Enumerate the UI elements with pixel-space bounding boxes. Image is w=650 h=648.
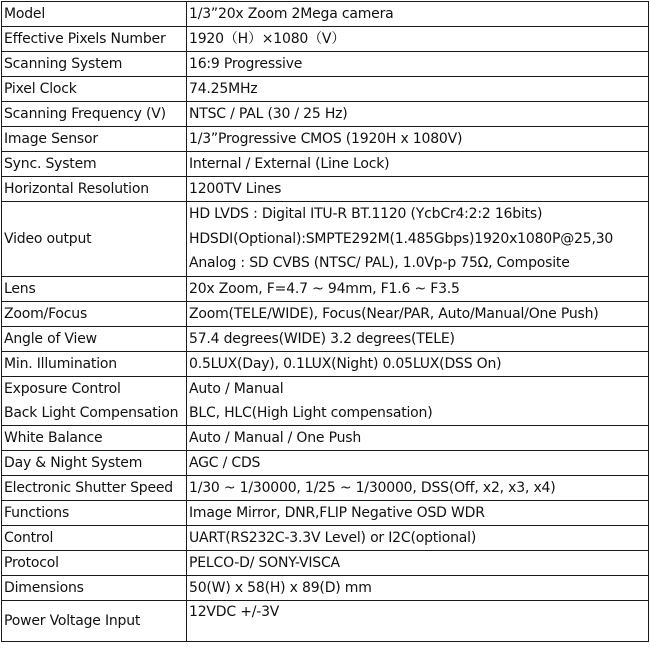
value-line: Auto / Manual (189, 380, 284, 397)
row-value: Auto / Manual / One Push (187, 425, 649, 450)
value-line: HD LVDS : Digital ITU-R BT.1120 (YcbCr4:2:2 16bits) (189, 206, 543, 222)
row-label: Angle of View (2, 326, 187, 351)
row-label: Effective Pixels Number (2, 27, 187, 52)
spec-table (1, 1, 649, 642)
row-value: Internal / External (Line Lock) (187, 152, 649, 177)
row-label: Scanning System (2, 52, 187, 77)
table-row (2, 475, 649, 500)
table-row (2, 52, 649, 77)
table-row (2, 600, 649, 641)
row-label: Min. Illumination (2, 351, 187, 376)
row-label: Sync. System (2, 152, 187, 177)
row-label-multiline (2, 376, 187, 425)
table-row (2, 425, 649, 450)
table-row (2, 450, 649, 475)
row-value: 1/30 ~ 1/30000, 1/25 ~ 1/30000, DSS(Off, x2, x3, x4) (187, 475, 649, 500)
row-value: AGC / CDS (187, 450, 649, 475)
row-value: UART(RS232C-3.3V Level) or I2C(optional) (187, 525, 649, 550)
table-row (2, 102, 649, 127)
row-value: 16:9 Progressive (187, 52, 649, 77)
row-label: White Balance (2, 425, 187, 450)
row-label: Video output (2, 202, 187, 277)
row-label: Electronic Shutter Speed (2, 475, 187, 500)
row-label: Control (2, 525, 187, 550)
table-row (2, 326, 649, 351)
table-row (2, 575, 649, 600)
row-value: 50(W) x 58(H) x 89(D) mm (187, 575, 649, 600)
table-row (2, 276, 649, 301)
row-value: 0.5LUX(Day), 0.1LUX(Night) 0.05LUX(DSS On) (187, 351, 649, 376)
row-value: 12VDC +/-3V (187, 600, 649, 641)
row-value: 1/3”Progressive CMOS (1920H x 1080V) (187, 127, 649, 152)
row-label: Functions (2, 500, 187, 525)
table-row (2, 152, 649, 177)
table-row-exposure (2, 376, 649, 425)
row-value: 74.25MHz (187, 77, 649, 102)
row-label: Pixel Clock (2, 77, 187, 102)
row-value: Image Mirror, DNR,FLIP Negative OSD WDR (187, 500, 649, 525)
row-value: Zoom(TELE/WIDE), Focus(Near/PAR, Auto/Manual/One Push) (187, 301, 649, 326)
row-value: 57.4 degrees(WIDE) 3.2 degrees(TELE) (187, 326, 649, 351)
row-value: 1920（H）×1080（V） (187, 27, 649, 52)
row-label: Horizontal Resolution (2, 177, 187, 202)
value-line: HDSDI(Optional):SMPTE292M(1.485Gbps)1920x1080P@25,30 (189, 230, 614, 247)
row-value-multiline (187, 376, 649, 425)
row-label: Model (2, 2, 187, 27)
row-label: Protocol (2, 550, 187, 575)
row-label: Power Voltage Input (2, 600, 187, 641)
table-row (2, 500, 649, 525)
row-value: PELCO-D/ SONY-VISCA (187, 550, 649, 575)
value-line: BLC, HLC(High Light compensation) (189, 404, 433, 421)
table-row (2, 301, 649, 326)
table-row (2, 27, 649, 52)
row-value: 1/3”20x Zoom 2Mega camera (187, 2, 649, 27)
label-line: Back Light Compensation (4, 404, 179, 421)
row-label: Zoom/Focus (2, 301, 187, 326)
row-label: Lens (2, 276, 187, 301)
row-value: 1200TV Lines (187, 177, 649, 202)
table-row (2, 77, 649, 102)
table-row-video-output (2, 202, 649, 277)
table-row (2, 351, 649, 376)
table-row (2, 525, 649, 550)
row-label: Image Sensor (2, 127, 187, 152)
table-row (2, 2, 649, 27)
row-value: 20x Zoom, F=4.7 ~ 94mm, F1.6 ~ F3.5 (187, 276, 649, 301)
row-value-multiline (187, 202, 649, 277)
row-value: NTSC / PAL (30 / 25 Hz) (187, 102, 649, 127)
row-label: Day & Night System (2, 450, 187, 475)
value-line: Analog : SD CVBS (NTSC/ PAL), 1.0Vp-p 75Ω, Composite (189, 255, 570, 271)
row-label: Dimensions (2, 575, 187, 600)
table-row (2, 127, 649, 152)
table-row (2, 177, 649, 202)
label-line: Exposure Control (4, 380, 121, 397)
row-label: Scanning Frequency (V) (2, 102, 187, 127)
table-row (2, 550, 649, 575)
